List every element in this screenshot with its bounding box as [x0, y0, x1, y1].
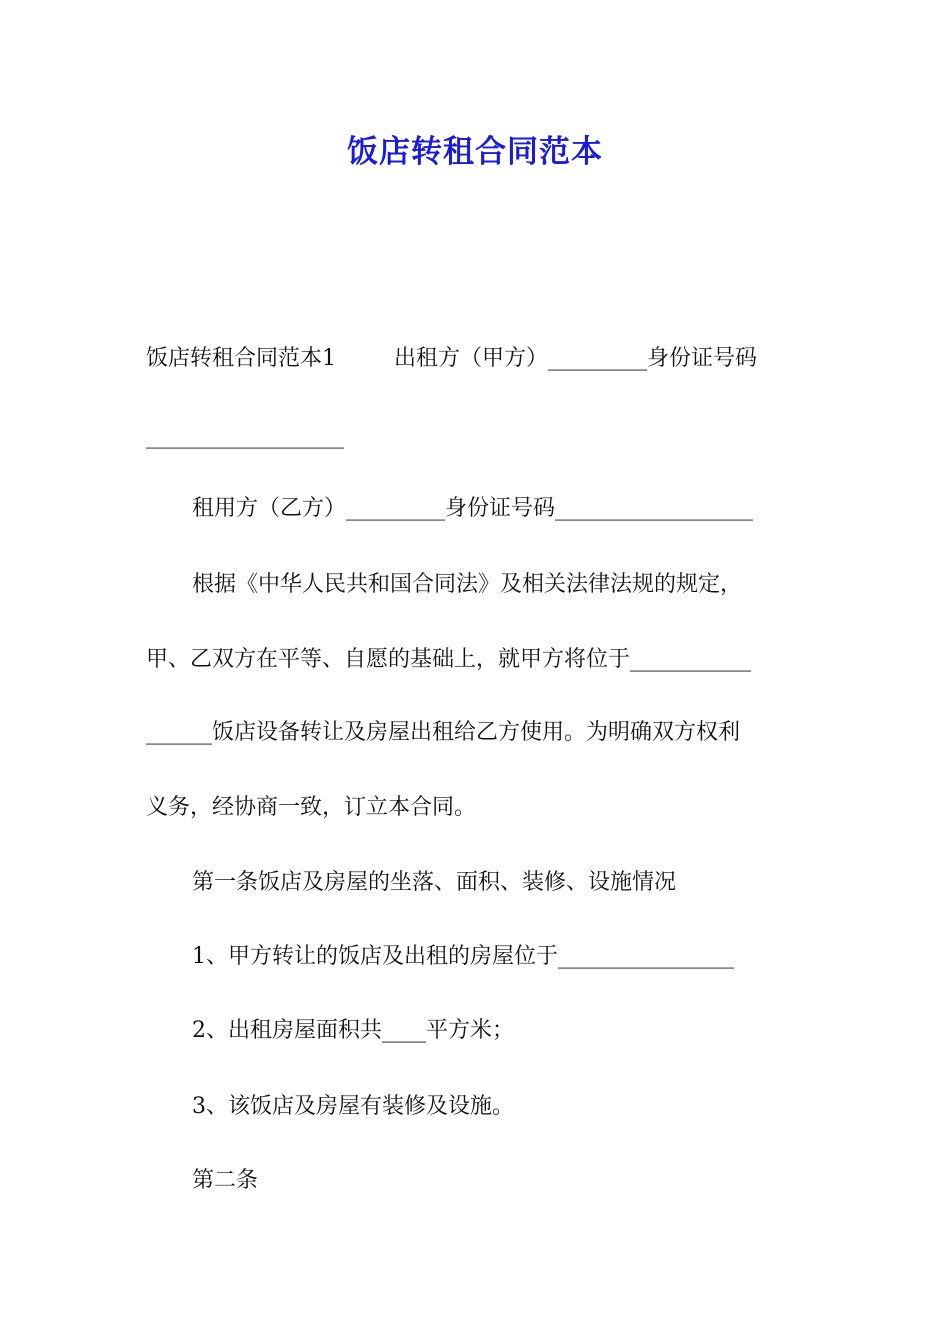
paragraph-line-2: __________________ [146, 424, 344, 449]
article-1-item-1: 1、甲方转让的饭店及出租的房屋位于________________ [192, 944, 734, 969]
paragraph-line-5: 甲、乙双方在平等、自愿的基础上，就甲方将位于___________ [146, 647, 752, 672]
document-title: 饭店转租合同范本 [347, 134, 603, 170]
lessor-line: 出租方（甲方）_________身份证号码 [394, 346, 758, 371]
contract-heading-1: 饭店转租合同范本1 [146, 346, 336, 371]
paragraph-line-7: 义务，经协商一致，订立本合同。 [146, 795, 477, 820]
paragraph-line-1 [146, 344, 816, 374]
article-1-item-2: 2、出租房屋面积共____平方米； [192, 1018, 514, 1043]
paragraph-line-4: 根据《中华人民共和国合同法》及相关法律法规的规定， [192, 572, 743, 597]
article-2-heading: 第二条 [192, 1168, 259, 1193]
article-1-item-3: 3、该饭店及房屋有装修及设施。 [192, 1094, 514, 1119]
paragraph-line-6: ______饭店设备转让及房屋出租给乙方使用。为明确双方权利 [146, 720, 741, 745]
article-1-heading: 第一条饭店及房屋的坐落、面积、装修、设施情况 [192, 870, 677, 895]
paragraph-line-3: 租用方（乙方）_________身份证号码__________________ [192, 496, 754, 521]
